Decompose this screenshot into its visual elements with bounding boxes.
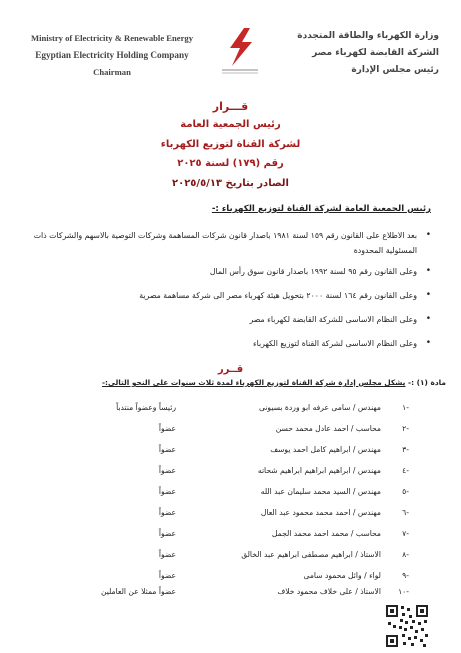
bullet-icon: • bbox=[425, 266, 431, 276]
member-row: -٩ لواء / وائل محمود سامى عضواً bbox=[158, 571, 409, 580]
member-row: -٧ محاسب / محمد احمد محمد الجمل عضواً bbox=[158, 529, 409, 538]
decision-number: رقم (١٧٩) لسنة ٢٠٢٥ bbox=[177, 158, 284, 169]
preamble-item: • وعلى القانون رقم ٩٥ لسنة ١٩٩٢ باصدار قانون سوق رأس المال bbox=[23, 264, 433, 279]
bullet-icon: • bbox=[425, 230, 431, 240]
ministry-ar: وزارة الكهرباء والطاقة المتجددة bbox=[297, 31, 439, 41]
article-one bbox=[102, 378, 446, 387]
decision-date: الصادر بتاريخ ٢٠٢٥/٥/١٣ bbox=[172, 178, 289, 189]
ministry-en: Ministry of Electricity & Renewable Energy bbox=[30, 33, 194, 43]
preamble-heading: رئيس الجمعية العامة لشركة القناة لتوزيع الكهرباء :- bbox=[211, 204, 431, 214]
member-row: -٣ مهندس / ابراهيم كامل احمد يوسف عضواً bbox=[158, 445, 409, 454]
member-row: -١ مهندس / سامى عرفه ابو وردة بسيونى رئيساً وعضواً منتدباً bbox=[116, 403, 409, 412]
company-name: لشركة القناة لتوزيع الكهرباء bbox=[160, 139, 301, 150]
article-text: يشكل مجلس إدارة شركة القناة لتوزيع الكهرباء لمدة ثلاث سنوات على النحو التالى:- bbox=[101, 378, 406, 387]
qr-code-icon bbox=[385, 604, 429, 648]
header-arabic bbox=[239, 28, 439, 79]
preamble-item: • بعد الاطلاع على القانون رقم ١٥٩ لسنة ١٩٨١ باصدار قانون شركات المساهمة وشركات التوصية بالاسهم والشركات ذات المسئولية المحدودة bbox=[33, 230, 431, 255]
article-label: مادة (١) :- bbox=[408, 378, 446, 387]
chairman-en: Chairman bbox=[93, 67, 131, 77]
preamble-list bbox=[23, 228, 433, 360]
chairman-ar: رئيس مجلس الإدارة bbox=[351, 65, 439, 75]
preamble-item: • وعلى النظام الاساسى لشركة القناة لتوزيع الكهرباء bbox=[23, 336, 433, 351]
decided-heading: قــرر bbox=[217, 364, 244, 375]
bullet-icon: • bbox=[425, 338, 431, 348]
member-row: -٢ محاسب / احمد عادل محمد حسن عضواً bbox=[158, 424, 409, 433]
bullet-icon: • bbox=[425, 314, 431, 324]
header-english bbox=[22, 30, 202, 81]
member-row: -٦ مهندس / احمد محمد محمود عبد العال عضواً bbox=[158, 508, 409, 517]
preamble-item: • وعلى القانون رقم ١٦٤ لسنة ٢٠٠٠ بتحويل هيئة كهرباء مصر الى شركة مساهمة مصرية bbox=[23, 288, 433, 303]
member-row: -٥ مهندس / السيد محمد سليمان عبد الله عضواً bbox=[158, 487, 409, 496]
bullet-icon: • bbox=[425, 290, 431, 300]
company-en: Egyptian Electricity Holding Company bbox=[35, 50, 189, 60]
member-row: -١٠ الاستاذ / على خلاف محمود خلاف عضواً ممثلا عن العاملين bbox=[100, 587, 409, 596]
assembly-head: رئيس الجمعية العامة bbox=[180, 119, 281, 130]
company-ar: الشركة القابضة لكهرباء مصر bbox=[312, 48, 439, 58]
preamble-item: • وعلى النظام الاساسى للشركة القابضة لكهرباء مصر bbox=[23, 312, 433, 327]
member-row: -٨ الاستاذ / ابراهيم مصطفى ابراهيم عبد الخالق عضواً bbox=[158, 550, 409, 559]
member-row: -٤ مهندس / ابراهيم ابراهيم ابراهيم شحاته عضواً bbox=[158, 466, 409, 475]
decision-title: قـــرار bbox=[212, 100, 249, 113]
